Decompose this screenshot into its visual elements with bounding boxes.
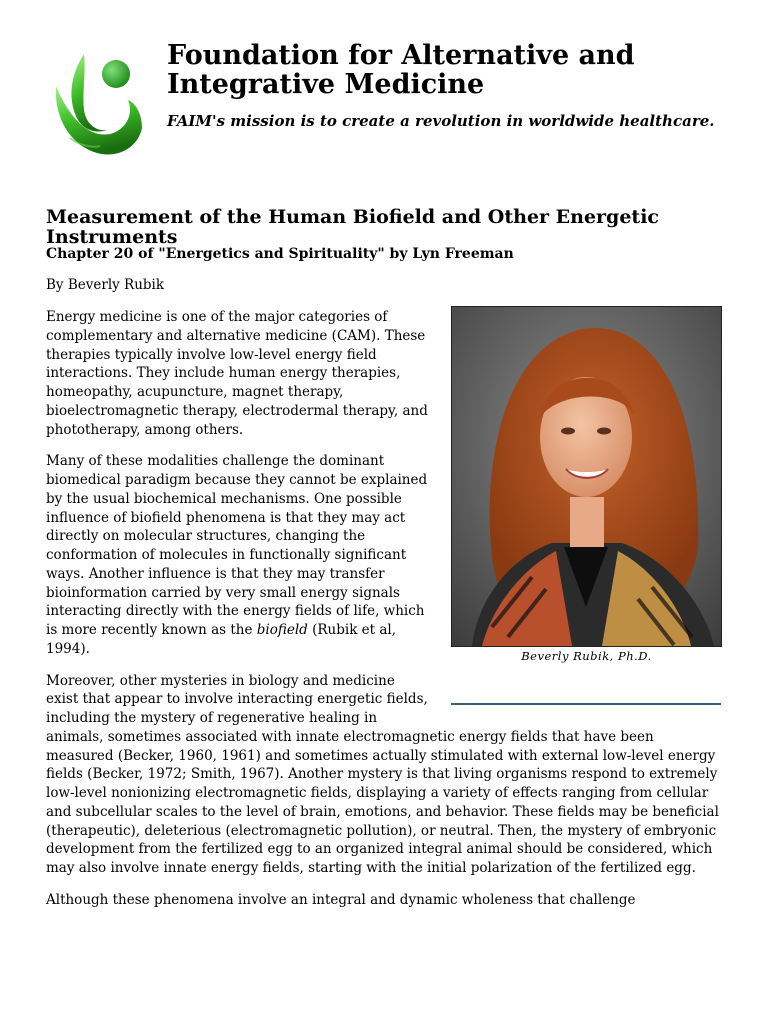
paragraph-2-text: Many of these modalities challenge the dominant biomedical paradigm because they cannot be explained by the usual biochemical mechanisms. One possible influence of biofield phenomena is that they may act directly on molecular structures, changing the conformation of molecules in functionally significant ways. Another influence is that they may transfer bioinformation carried by very small energy signals interacting directly with the energy fields of life, which is more recently known as the bbox=[46, 453, 428, 638]
paragraph-3: Moreover, other mysteries in biology and medicine exist that appear to involve interacting energetic fields, including the mystery of regenerative healing in animals, sometimes associated with innate electromagnetic energy fields that have been measured (Becker, 1960, 1961) and sometimes actually stimulated with external low-level energy fields (Becker, 1972; Smith, 1967). Another mystery is that living organisms respond to extremely low-level nonionizing electromagnetic fields, displaying a variety of effects ranging from cellular and subcellular scales to the level of brain, emotions, and behavior. These fields may be beneficial (therapeutic), deleterious (electromagnetic pollution), or neutral. Then, the mystery of embryonic development from the fertilized egg to an organized integral animal should be considered, which may also involve innate energy fields, starting with the initial polarization of the fertilized egg. bbox=[46, 672, 719, 876]
paragraph-2-citation: (Rubik et al, 1994). bbox=[46, 622, 397, 657]
byline: By Beverly Rubik bbox=[46, 277, 165, 293]
faim-logo-icon bbox=[50, 50, 146, 158]
organization-title: Foundation for Alternative and Integrative Medicine bbox=[167, 40, 635, 100]
mission-statement: FAIM's mission is to create a revolution in worldwide healthcare. bbox=[167, 112, 715, 130]
article-title: Measurement of the Human Biofield and Other Energetic Instruments bbox=[46, 206, 659, 248]
author-figure bbox=[451, 306, 722, 717]
biofield-term: biofield bbox=[256, 622, 308, 638]
article-body bbox=[46, 308, 722, 923]
portrait-illustration bbox=[452, 307, 721, 646]
caption-divider bbox=[451, 703, 721, 705]
photo-caption: Beverly Rubik, Ph.D. bbox=[521, 649, 652, 663]
portrait-photo bbox=[451, 306, 722, 647]
article-subtitle: Chapter 20 of "Energetics and Spirituality" by Lyn Freeman bbox=[46, 246, 514, 262]
paragraph-1: Energy medicine is one of the major categories of complementary and alternative medicine (CAM). These therapies typically involve low-level energy field interactions. They include human energy therapies, homeopathy, acupuncture, magnet therapy, bioelectromagnetic therapy, electrodermal therapy, and phototherapy, among others. bbox=[46, 309, 428, 438]
paragraph-4: Although these phenomena involve an integral and dynamic wholeness that challenge bbox=[46, 891, 636, 908]
